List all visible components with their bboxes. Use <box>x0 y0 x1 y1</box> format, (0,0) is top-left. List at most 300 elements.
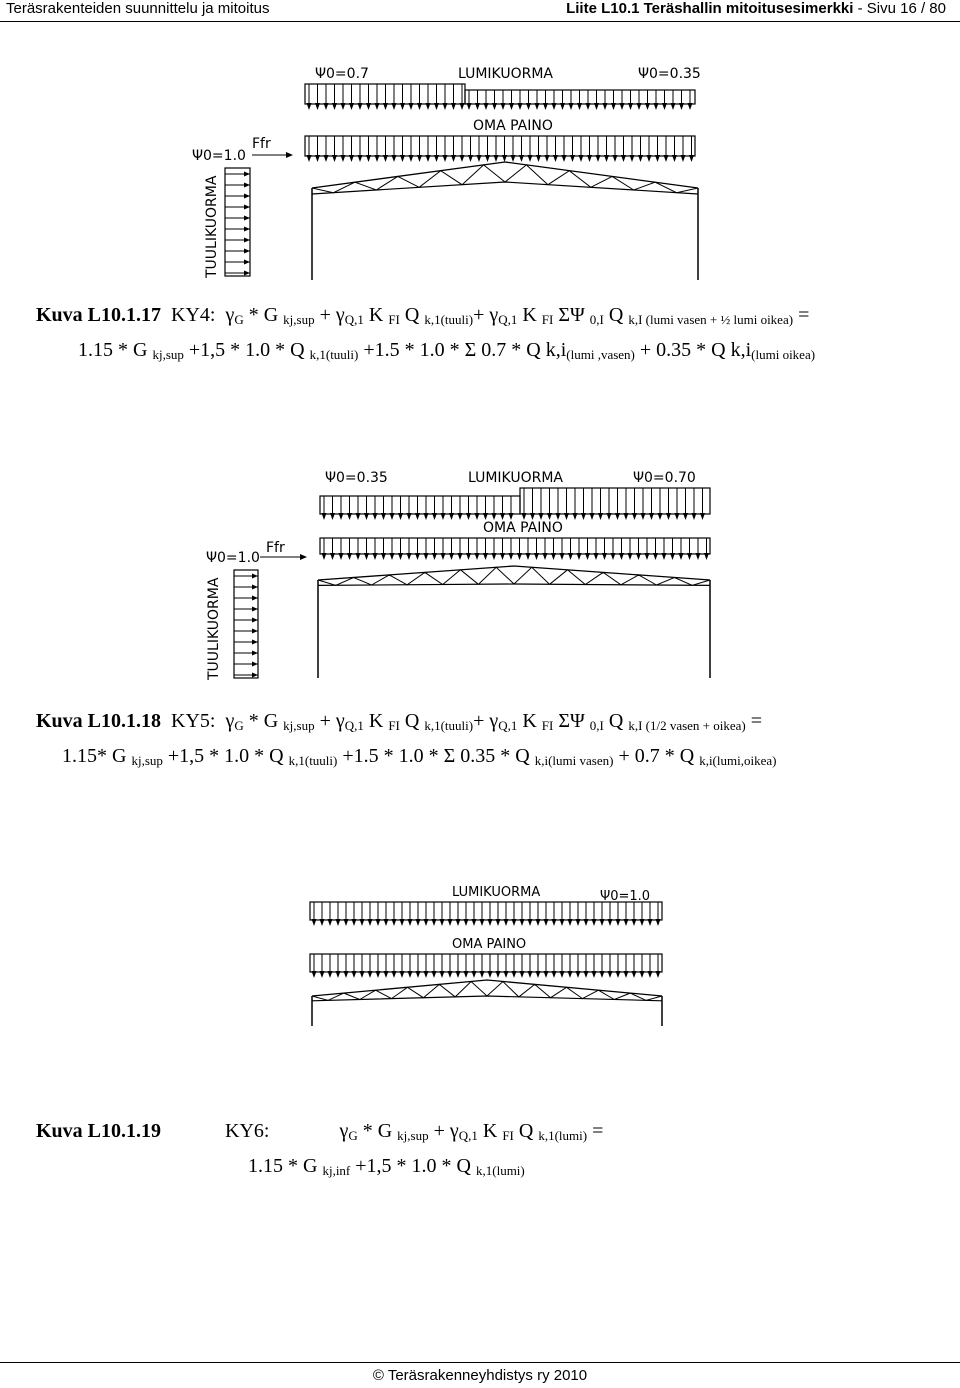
snow-left-arrowhead <box>383 103 388 110</box>
wind-arrowhead <box>244 183 250 188</box>
equation-text: K <box>517 304 542 326</box>
snow-arrowhead <box>640 919 645 926</box>
self-weight-arrowhead <box>528 971 533 978</box>
wind-load-block <box>234 554 307 678</box>
snow-right-arrowhead <box>543 103 548 110</box>
snow-arrowhead <box>648 919 653 926</box>
snow-right-arrowhead <box>560 103 565 110</box>
equation-subscript: k,1(tuuli) <box>288 753 338 768</box>
snow-right-arrowhead <box>547 513 552 520</box>
equation-subscript: k,I (lumi vasen + ½ lumi oikea) <box>628 312 794 327</box>
equation-subscript: kj,sup <box>283 312 315 327</box>
self-weight-arrowhead <box>332 155 337 162</box>
self-weight-arrowhead <box>485 155 490 162</box>
equation-text: + γ <box>314 710 345 732</box>
ffr-label: Ffr <box>252 136 271 152</box>
snow-right-arrowhead <box>590 513 595 520</box>
snow-arrowhead <box>416 919 421 926</box>
snow-left-arrowhead <box>356 513 361 520</box>
self-weight-arrowhead <box>570 155 575 162</box>
snow-left-arrowhead <box>349 103 354 110</box>
self-weight-arrowhead <box>441 553 446 560</box>
snow-left-arrowhead <box>366 103 371 110</box>
equation-subscript: (lumi ,vasen) <box>566 347 635 362</box>
header-page-info <box>566 0 946 17</box>
snow-right-arrowhead <box>556 513 561 520</box>
self-weight-outline <box>320 538 710 554</box>
equation-text: +1,5 * 1.0 * Q <box>162 745 289 767</box>
snow-arrowhead <box>320 919 325 926</box>
snow-arrowhead <box>408 919 413 926</box>
snow-left-arrowhead <box>460 103 465 110</box>
wind-arrowhead <box>244 271 250 276</box>
caption-label: Kuva L10.1.18 <box>36 710 162 732</box>
snow-arrowhead <box>624 919 629 926</box>
self-weight-arrowhead <box>543 553 548 560</box>
self-weight-arrowhead <box>373 553 378 560</box>
caption-ky6 <box>36 1116 603 1186</box>
equation-text: + γ <box>428 1120 459 1142</box>
snow-left-arrowhead <box>483 513 488 520</box>
wind-arrowhead <box>252 607 258 612</box>
self-weight-arrowhead <box>653 553 658 560</box>
snow-right-arrowhead <box>632 513 637 520</box>
wind-arrowhead <box>244 172 250 177</box>
snow-left-arrowhead <box>390 513 395 520</box>
equation-subscript: kj,sup <box>283 718 315 733</box>
self-weight-arrowhead <box>400 155 405 162</box>
self-weight-arrowhead <box>417 155 422 162</box>
snow-arrowhead <box>440 919 445 926</box>
equation-text: Q <box>603 710 629 732</box>
snow-arrowhead <box>344 919 349 926</box>
psi-left-label: Ψ0=0.35 <box>325 470 388 486</box>
wind-arrowhead <box>244 260 250 265</box>
self-weight-arrowhead <box>375 155 380 162</box>
self-weight-arrowhead <box>381 553 386 560</box>
snow-right-arrowhead <box>573 513 578 520</box>
snow-arrowhead <box>456 919 461 926</box>
self-weight-arrowhead <box>520 971 525 978</box>
snow-right-arrowhead <box>569 103 574 110</box>
self-weight-arrowhead <box>672 155 677 162</box>
self-weight-arrowhead <box>492 553 497 560</box>
snow-right-arrowhead <box>628 103 633 110</box>
equation-text: K <box>363 710 389 732</box>
frame-structure <box>312 980 662 1026</box>
snow-left-arrowhead <box>375 103 380 110</box>
equation-subscript: FI <box>388 312 400 327</box>
snow-arrowhead <box>512 919 517 926</box>
equation-text: 1.15 * G <box>248 1155 323 1177</box>
snow-right-arrowhead <box>692 513 697 520</box>
self-weight-arrowhead <box>568 971 573 978</box>
snow-arrowhead <box>568 919 573 926</box>
top-chord <box>312 162 698 188</box>
snow-left-arrowhead <box>432 513 437 520</box>
wind-arrowhead <box>244 249 250 254</box>
snow-right-arrowhead <box>509 103 514 110</box>
self-weight-arrowhead <box>670 553 675 560</box>
snow-arrowhead <box>480 919 485 926</box>
frame-structure <box>318 566 710 678</box>
snow-right-arrowhead <box>683 513 688 520</box>
self-weight-arrowhead <box>415 553 420 560</box>
self-weight-arrowhead <box>408 971 413 978</box>
self-weight-arrowhead <box>426 155 431 162</box>
wind-psi-label: Ψ0=1.0 <box>192 148 246 164</box>
self-weight-arrowhead <box>392 155 397 162</box>
equation-subscript: kj,sup <box>131 753 163 768</box>
snow-left-arrowhead <box>415 513 420 520</box>
self-weight-arrowhead <box>480 971 485 978</box>
snow-right-arrowhead <box>607 513 612 520</box>
snow-right-arrowhead <box>518 103 523 110</box>
self-weight-arrowhead <box>307 155 312 162</box>
equation-line-1 <box>225 710 762 732</box>
footer-copyright: © Teräsrakenneyhdistys ry 2010 <box>372 1367 588 1384</box>
snow-arrowhead <box>616 919 621 926</box>
self-weight-arrowhead <box>600 971 605 978</box>
caption-case: KY5: <box>171 710 216 732</box>
equation-subscript: G <box>234 312 244 327</box>
self-weight-arrowhead <box>466 553 471 560</box>
snow-left-arrowhead <box>500 513 505 520</box>
snow-right-arrowhead <box>637 103 642 110</box>
snow-left-arrowhead <box>330 513 335 520</box>
snow-left-arrowhead <box>364 513 369 520</box>
snow-right-outline <box>520 488 710 514</box>
self-weight-arrowhead <box>526 553 531 560</box>
self-weight-arrowhead <box>383 155 388 162</box>
equation-subscript: k,1(tuuli) <box>424 718 474 733</box>
equation-subscript: kj,sup <box>397 1128 429 1143</box>
snow-right-arrowhead <box>581 513 586 520</box>
snow-arrowhead <box>472 919 477 926</box>
snow-right-arrowhead <box>501 103 506 110</box>
self-weight-arrowhead <box>320 971 325 978</box>
self-weight-arrowhead <box>616 971 621 978</box>
snow-right-arrowhead <box>586 103 591 110</box>
snow-arrowhead <box>360 919 365 926</box>
self-weight-arrowhead <box>551 553 556 560</box>
snow-right-arrowhead <box>484 103 489 110</box>
self-weight-arrowhead <box>611 553 616 560</box>
self-weight-arrowhead <box>464 971 469 978</box>
self-weight-arrowhead <box>315 155 320 162</box>
self-weight-arrowhead <box>576 971 581 978</box>
snow-right-arrowhead <box>615 513 620 520</box>
snow-right-arrowhead <box>654 103 659 110</box>
snow-outline <box>310 902 662 920</box>
psi-right-label: Ψ0=0.70 <box>633 470 696 486</box>
ffr-arrowhead <box>286 152 293 158</box>
self-weight-arrowhead <box>628 553 633 560</box>
self-weight-arrowhead <box>512 971 517 978</box>
self-weight-arrowhead <box>562 155 567 162</box>
snow-left-arrowhead <box>381 513 386 520</box>
self-weight-arrowhead <box>579 155 584 162</box>
equation-text: 1.15* G <box>62 745 132 767</box>
snow-right-arrowhead <box>679 103 684 110</box>
self-weight-arrowhead <box>544 971 549 978</box>
snow-right-arrowhead <box>594 103 599 110</box>
snow-right-arrowhead <box>700 513 705 520</box>
self-weight-outline <box>305 136 695 156</box>
self-weight-arrowhead <box>553 155 558 162</box>
equation-subscript: 0,I <box>589 718 604 733</box>
self-weight-arrowhead <box>687 553 692 560</box>
snow-arrowhead <box>448 919 453 926</box>
self-weight-arrowhead <box>368 971 373 978</box>
snow-load-label: LUMIKUORMA <box>468 470 564 486</box>
snow-right-arrowhead <box>522 513 527 520</box>
equation-subscript: Q,1 <box>498 312 518 327</box>
equation-text: γ <box>339 1120 349 1142</box>
snow-arrowhead <box>392 919 397 926</box>
equation-text: γ <box>225 710 235 732</box>
self-weight-arrowhead <box>664 155 669 162</box>
snow-right-arrowhead <box>539 513 544 520</box>
self-weight-arrowhead <box>500 553 505 560</box>
snow-arrowhead <box>584 919 589 926</box>
snow-right-arrowhead <box>641 513 646 520</box>
snow-left-arrowhead <box>322 513 327 520</box>
snow-arrowhead <box>336 919 341 926</box>
self-weight-arrowhead <box>511 155 516 162</box>
snow-left-arrowhead <box>475 513 480 520</box>
snow-arrowhead <box>576 919 581 926</box>
equation-text: +1,5 * 1.0 * Q <box>183 339 310 361</box>
self-weight-arrowhead <box>456 971 461 978</box>
self-weight-arrowhead <box>424 553 429 560</box>
snow-arrowhead <box>424 919 429 926</box>
equation-text: γ <box>225 304 235 326</box>
snow-right-arrowhead <box>530 513 535 520</box>
wind-arrowhead <box>244 238 250 243</box>
frame-structure <box>312 162 698 280</box>
caption-case: KY4: <box>171 304 216 326</box>
self-weight-arrowhead <box>341 155 346 162</box>
self-weight-arrowhead <box>336 971 341 978</box>
equation-subscript: k,1(tuuli) <box>424 312 474 327</box>
equation-text: K <box>363 304 389 326</box>
self-weight-arrowhead <box>440 971 445 978</box>
self-weight-block <box>310 954 662 978</box>
self-weight-arrowhead <box>577 553 582 560</box>
snow-arrowhead <box>552 919 557 926</box>
snow-left-arrowhead <box>307 103 312 110</box>
figure-ky6-diagram <box>300 876 680 1026</box>
snow-left-arrowhead <box>443 103 448 110</box>
equation-text: 1.15 * G <box>78 339 153 361</box>
snow-load-label: LUMIKUORMA <box>458 66 554 82</box>
snow-left-arrowhead <box>332 103 337 110</box>
self-weight-arrowhead <box>324 155 329 162</box>
snow-left-arrowhead <box>424 513 429 520</box>
self-weight-arrowhead <box>494 155 499 162</box>
equation-subscript: k,1(lumi) <box>538 1128 588 1143</box>
wind-arrowhead <box>244 227 250 232</box>
self-weight-arrowhead <box>416 971 421 978</box>
self-weight-arrowhead <box>640 971 645 978</box>
snow-arrowhead <box>560 919 565 926</box>
self-weight-arrowhead <box>624 971 629 978</box>
snow-right-arrowhead <box>620 103 625 110</box>
equation-subscript: Q,1 <box>344 718 364 733</box>
snow-left-arrowhead <box>449 513 454 520</box>
self-weight-outline <box>310 954 662 972</box>
page-footer <box>0 1362 960 1388</box>
self-weight-arrowhead <box>358 155 363 162</box>
self-weight-arrowhead <box>496 971 501 978</box>
self-weight-arrowhead <box>636 553 641 560</box>
wind-load-label: TUULIKUORMA <box>206 577 222 680</box>
snow-right-arrowhead <box>666 513 671 520</box>
snow-left-arrowhead <box>441 513 446 520</box>
equation-line-1 <box>339 1120 603 1142</box>
self-weight-arrowhead <box>330 553 335 560</box>
equation-subscript: Q,1 <box>344 312 364 327</box>
snow-right-arrowhead <box>624 513 629 520</box>
self-weight-label: OMA PAINO <box>483 520 563 536</box>
self-weight-arrowhead <box>448 971 453 978</box>
equation-subscript: k,i(lumi,oikea) <box>699 753 777 768</box>
equation-text: + 0.7 * Q <box>613 745 700 767</box>
header-rule <box>0 21 960 22</box>
snow-right-arrowhead <box>671 103 676 110</box>
top-chord <box>312 980 662 996</box>
snow-arrowhead <box>496 919 501 926</box>
snow-right-arrowhead <box>564 513 569 520</box>
self-weight-arrowhead <box>630 155 635 162</box>
self-weight-arrowhead <box>696 553 701 560</box>
snow-arrowhead <box>600 919 605 926</box>
equation-subscript: FI <box>541 312 554 327</box>
snow-left-arrowhead <box>492 513 497 520</box>
equation-text: +1.5 * 1.0 * Σ 0.7 * Q k,i <box>358 339 567 361</box>
self-weight-label: OMA PAINO <box>473 118 553 134</box>
snow-left-arrowhead <box>426 103 431 110</box>
self-weight-arrowhead <box>681 155 686 162</box>
truss-web <box>312 165 698 193</box>
snow-arrowhead <box>520 919 525 926</box>
self-weight-arrowhead <box>366 155 371 162</box>
equation-text: +1.5 * 1.0 * Σ 0.35 * Q <box>337 745 535 767</box>
snow-left-arrowhead <box>398 513 403 520</box>
self-weight-arrowhead <box>356 553 361 560</box>
self-weight-arrowhead <box>449 553 454 560</box>
snow-right-arrowhead <box>662 103 667 110</box>
caption-label: Kuva L10.1.17 <box>36 304 162 326</box>
self-weight-arrowhead <box>390 553 395 560</box>
wind-arrowhead <box>252 574 258 579</box>
self-weight-block <box>305 136 695 162</box>
self-weight-arrowhead <box>504 971 509 978</box>
equation-subscript: kj,sup <box>152 347 184 362</box>
snow-left-arrowhead <box>392 103 397 110</box>
self-weight-arrowhead <box>424 971 429 978</box>
snow-left-arrowhead <box>341 103 346 110</box>
wind-arrowhead <box>252 629 258 634</box>
snow-left-arrowhead <box>339 513 344 520</box>
header-appendix: Liite L10.1 Teräshallin mitoitusesimerkki <box>566 0 854 17</box>
snow-left-arrowhead <box>358 103 363 110</box>
snow-right-arrowhead <box>492 103 497 110</box>
self-weight-arrowhead <box>536 971 541 978</box>
equation-text: Q <box>513 1120 539 1142</box>
snow-right-arrowhead <box>688 103 693 110</box>
equation-text: K <box>517 710 542 732</box>
snow-arrowhead <box>632 919 637 926</box>
self-weight-arrowhead <box>584 971 589 978</box>
equation-line-1 <box>225 304 809 326</box>
self-weight-block <box>320 538 710 560</box>
snow-arrowhead <box>312 919 317 926</box>
self-weight-arrowhead <box>376 971 381 978</box>
self-weight-arrowhead <box>552 971 557 978</box>
equation-subscript: Q,1 <box>458 1128 478 1143</box>
equation-subscript: FI <box>388 718 400 733</box>
equation-text: = <box>587 1120 604 1142</box>
snow-right-arrowhead <box>577 103 582 110</box>
self-weight-arrowhead <box>545 155 550 162</box>
snow-load-block <box>320 488 710 520</box>
wind-arrowhead <box>252 585 258 590</box>
wind-arrowhead <box>252 640 258 645</box>
wind-load-label: TUULIKUORMA <box>204 175 220 278</box>
equation-line-2 <box>248 1155 525 1177</box>
equation-line-2 <box>78 339 815 361</box>
equation-text: Q <box>399 304 425 326</box>
self-weight-arrowhead <box>608 971 613 978</box>
snow-right-arrowhead <box>467 103 472 110</box>
self-weight-arrowhead <box>632 971 637 978</box>
self-weight-arrowhead <box>596 155 601 162</box>
snow-left-arrowhead <box>417 103 422 110</box>
self-weight-arrowhead <box>536 155 541 162</box>
wind-arrowhead <box>252 673 258 678</box>
self-weight-arrowhead <box>451 155 456 162</box>
self-weight-arrowhead <box>587 155 592 162</box>
snow-left-arrowhead <box>400 103 405 110</box>
equation-subscript: k,1(lumi) <box>476 1163 525 1178</box>
self-weight-arrowhead <box>434 155 439 162</box>
snow-load-block <box>310 902 662 926</box>
caption-ky4 <box>36 300 815 370</box>
self-weight-arrowhead <box>352 971 357 978</box>
snow-left-arrowhead <box>458 513 463 520</box>
top-chord <box>318 566 710 580</box>
self-weight-arrowhead <box>432 971 437 978</box>
snow-left-arrowhead <box>466 513 471 520</box>
equation-subscript: 0,I <box>589 312 604 327</box>
snow-arrowhead <box>656 919 661 926</box>
page-header <box>0 0 960 22</box>
self-weight-arrowhead <box>339 553 344 560</box>
self-weight-arrowhead <box>472 971 477 978</box>
self-weight-arrowhead <box>432 553 437 560</box>
equation-text: + γ <box>473 304 499 326</box>
equation-subscript: G <box>348 1128 358 1143</box>
wind-arrowhead <box>244 216 250 221</box>
self-weight-arrowhead <box>560 553 565 560</box>
footer-rule <box>0 1362 960 1363</box>
self-weight-arrowhead <box>568 553 573 560</box>
self-weight-arrowhead <box>534 553 539 560</box>
equation-text: + γ <box>314 304 345 326</box>
self-weight-arrowhead <box>360 971 365 978</box>
